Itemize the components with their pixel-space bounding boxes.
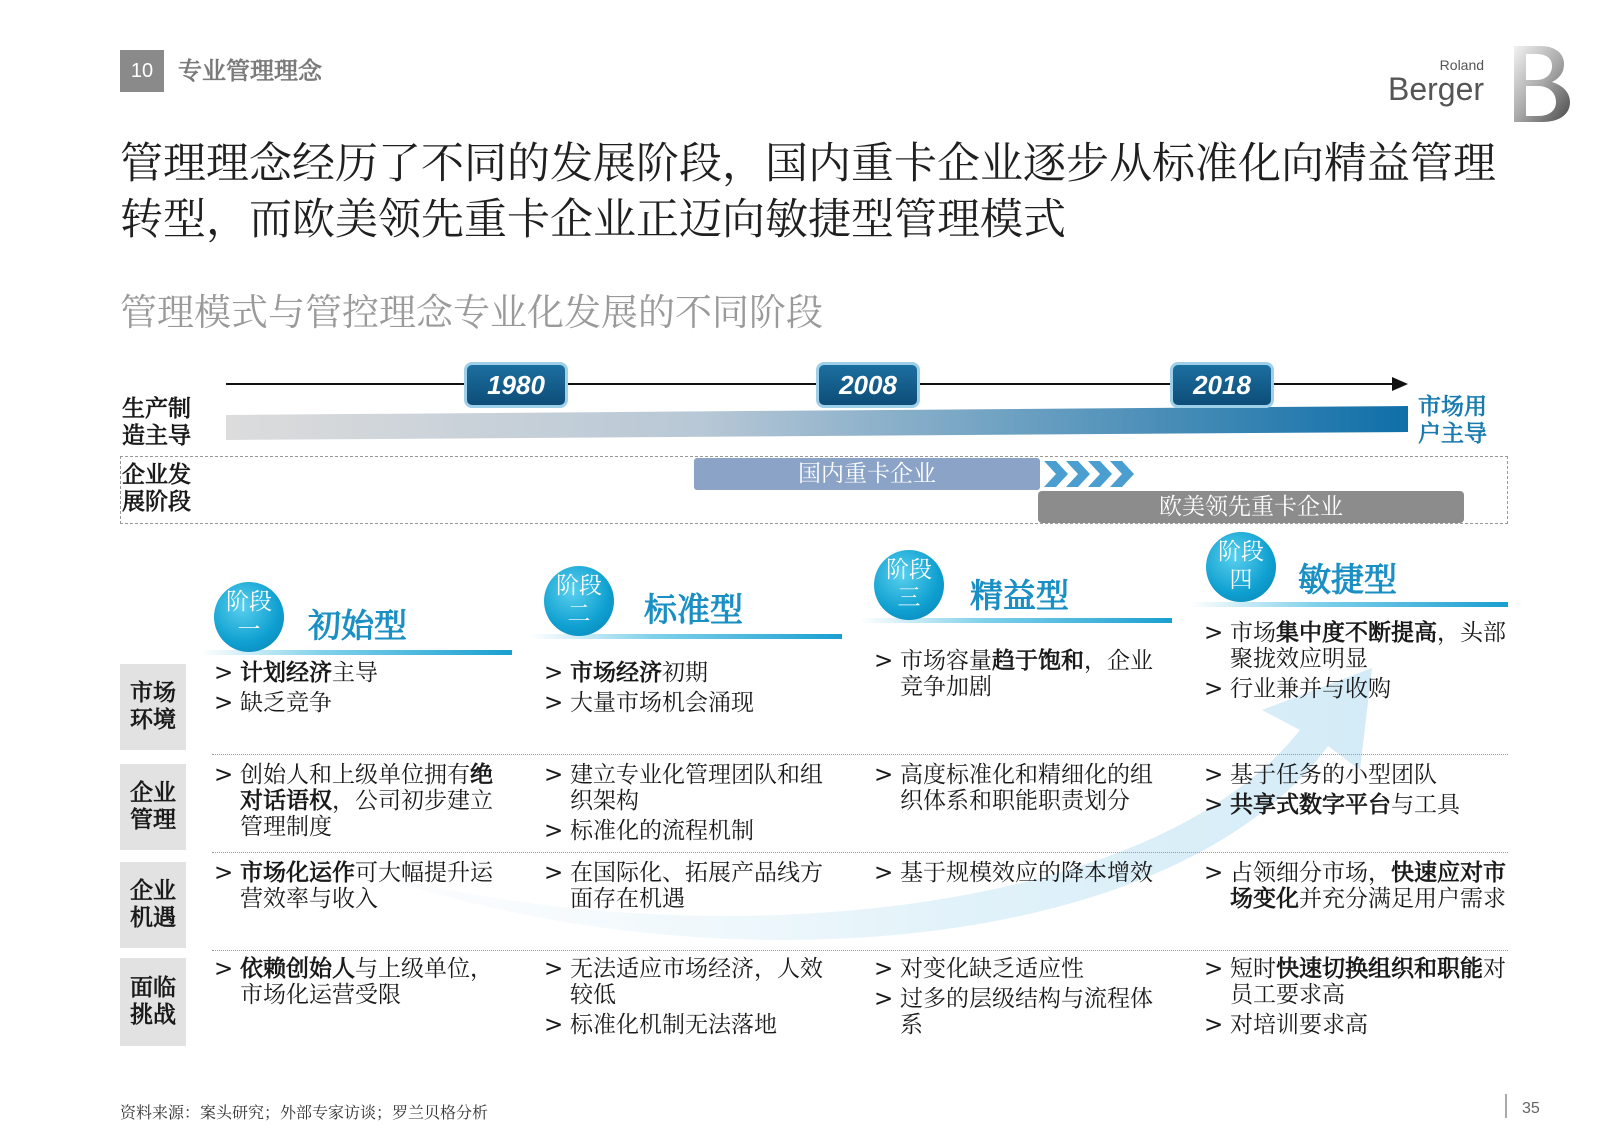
bullet-chevron-icon: >: [544, 818, 564, 844]
bullet-chevron-icon: >: [544, 860, 564, 886]
bullet-item: [1202, 792, 1508, 818]
text: 基于规模效应的降本增效: [900, 860, 1153, 886]
matrix-cell: [212, 762, 512, 844]
stage-name: 敏捷型: [1298, 560, 1397, 599]
bullet-item: [872, 762, 1172, 814]
transition-wedge: [226, 406, 1408, 440]
bullet-item: [212, 660, 512, 686]
text: ，企业竞争加剧: [900, 648, 1153, 700]
matrix-cell: [1202, 762, 1508, 822]
text: 可大幅提升运营效率与收入: [240, 860, 493, 912]
stage-name: 精益型: [970, 576, 1069, 615]
matrix-cell: [1202, 956, 1508, 1042]
bold-text: 集中度不断提高: [1276, 620, 1437, 646]
matrix-cell: [872, 956, 1172, 1042]
row-label-text: 企业机遇: [130, 878, 176, 931]
bold-text: 依赖创始人: [240, 956, 355, 982]
chart-subtitle: 管理模式与管控理念专业化发展的不同阶段: [120, 291, 823, 334]
matrix-cell: [1202, 620, 1508, 706]
bullet-item: [542, 1012, 842, 1038]
bullet-item: [212, 690, 512, 716]
bullet-chevron-icon: >: [874, 956, 894, 982]
bullet-chevron-icon: >: [1204, 676, 1224, 702]
bold-text: 快速应对市场变化: [1230, 860, 1506, 912]
bullet-chevron-icon: >: [1204, 762, 1224, 788]
matrix-cell: [542, 956, 842, 1042]
bullet-chevron-icon: >: [1204, 860, 1224, 886]
bullet-chevron-icon: >: [544, 660, 564, 686]
development-stage-label: 企业发展阶段: [122, 462, 191, 515]
stage-badge-top: 阶段: [226, 589, 272, 615]
market-led-label: 市场用户主导: [1418, 394, 1487, 447]
row-label-text: 市场环境: [130, 680, 176, 733]
text: 占领细分市场，: [1230, 860, 1391, 886]
section-title: 专业管理理念: [178, 57, 322, 85]
bullet-item: [1202, 676, 1508, 702]
text: 过多的层级结构与流程体系: [900, 986, 1153, 1038]
text: 大量市场机会涌现: [570, 690, 754, 716]
text: 在国际化、拓展产品线方面存在机遇: [570, 860, 823, 912]
stage-badge-top: 阶段: [556, 573, 602, 599]
bullet-chevron-icon: >: [1204, 956, 1224, 982]
bullet-item: [1202, 1012, 1508, 1038]
stage-badge: [874, 550, 944, 620]
bullet-chevron-icon: >: [1204, 792, 1224, 818]
row-label-text: 面临挑战: [130, 975, 176, 1028]
year-badge-1980: 1980: [464, 362, 568, 408]
matrix-cell: [872, 860, 1172, 890]
text: 短时: [1230, 956, 1276, 982]
stage-name: 初始型: [308, 606, 407, 645]
stage-badge-number: 一: [237, 617, 261, 643]
bullet-item: [212, 860, 512, 912]
bullet-item: [1202, 762, 1508, 788]
stage-badge-top: 阶段: [886, 557, 932, 583]
bullet-chevron-icon: >: [874, 986, 894, 1012]
bullet-item: [542, 956, 842, 1008]
bullet-chevron-icon: >: [1204, 620, 1224, 646]
row-label: [120, 664, 186, 750]
stage-badge-top: 阶段: [1218, 539, 1264, 565]
text: 与工具: [1391, 792, 1460, 818]
section-number: 10: [120, 50, 164, 92]
matrix-cell: [872, 762, 1172, 818]
bullet-item: [1202, 620, 1508, 672]
row-label-text: 企业管理: [130, 780, 176, 833]
page-number: 35: [1522, 1100, 1540, 1117]
matrix-cell: [542, 660, 842, 720]
text: 并充分满足用户需求: [1299, 886, 1506, 912]
matrix-cell: [212, 660, 512, 720]
logo-small-text: Roland: [1439, 57, 1485, 73]
bullet-item: [872, 648, 1172, 700]
matrix-cell: [872, 648, 1172, 704]
bullet-item: [212, 956, 512, 1008]
bullet-chevron-icon: >: [874, 860, 894, 886]
page-separator: [1505, 1094, 1507, 1118]
row-divider: [212, 950, 1508, 951]
headline: 管理理念经历了不同的发展阶段，国内重卡企业逐步从标准化向精益管理转型，而欧美领先重卡企业正迈向敏捷型管理模式: [120, 139, 1496, 245]
row-label: [120, 764, 186, 850]
bold-text: 绝对话语权: [240, 762, 493, 814]
bullet-item: [542, 690, 842, 716]
row-divider: [212, 754, 1508, 755]
bold-text: 计划经济: [240, 660, 332, 686]
bullet-chevron-icon: >: [214, 762, 234, 788]
text: 行业兼并与收购: [1230, 676, 1391, 702]
year-badge-2018: 2018: [1170, 362, 1274, 408]
text: 基于任务的小型团队: [1230, 762, 1437, 788]
bullet-item: [872, 986, 1172, 1038]
bullet-chevron-icon: >: [214, 956, 234, 982]
stage-badge-number: 二: [567, 601, 591, 627]
stage-badge-number: 三: [897, 585, 921, 611]
bullet-chevron-icon: >: [214, 860, 234, 886]
text: 缺乏竞争: [240, 690, 332, 716]
bold-text: 快速切换组织和职能: [1276, 956, 1483, 982]
bullet-item: [542, 860, 842, 912]
text: ，头部聚拢效应明显: [1230, 620, 1506, 672]
row-divider: [212, 852, 1508, 853]
bullet-chevron-icon: >: [544, 762, 564, 788]
text: 市场: [1230, 620, 1276, 646]
stage-badge: [214, 582, 284, 652]
bullet-chevron-icon: >: [874, 762, 894, 788]
logo-big-text: Berger: [1388, 71, 1485, 107]
matrix-cell: [542, 860, 842, 916]
year-badge-2008: 2008: [816, 362, 920, 408]
bullet-item: [542, 818, 842, 844]
text: 创始人和上级单位拥有: [240, 762, 470, 788]
text: 对培训要求高: [1230, 1012, 1368, 1038]
stage-badge: [1206, 532, 1276, 602]
bullet-item: [872, 956, 1172, 982]
timeline-arrowhead: [1392, 377, 1408, 391]
bullet-item: [1202, 956, 1508, 1008]
bold-text: 市场化运作: [240, 860, 355, 886]
text: 无法适应市场经济，人效较低: [570, 956, 823, 1008]
text: 高度标准化和精细化的组织体系和职能职责划分: [900, 762, 1153, 814]
bullet-item: [1202, 860, 1508, 912]
row-label: [120, 862, 186, 948]
bold-text: 共享式数字平台: [1230, 792, 1391, 818]
text: 标准化机制无法落地: [570, 1012, 777, 1038]
bold-text: 趋于饱和: [992, 648, 1084, 674]
matrix-cell: [1202, 860, 1508, 916]
bold-text: 市场经济: [570, 660, 662, 686]
bullet-chevron-icon: >: [544, 956, 564, 982]
bullet-chevron-icon: >: [874, 648, 894, 674]
text: 建立专业化管理团队和组织架构: [570, 762, 823, 814]
domestic-truck-bar: 国内重卡企业: [694, 458, 1040, 490]
bullet-chevron-icon: >: [1204, 1012, 1224, 1038]
bullet-item: [872, 860, 1172, 886]
text: 市场容量: [900, 648, 992, 674]
text: 初期: [662, 660, 708, 686]
row-label: [120, 958, 186, 1046]
bullet-item: [542, 660, 842, 686]
bullet-item: [212, 762, 512, 840]
stage-badge: [544, 566, 614, 636]
stage-badge-number: 四: [1229, 567, 1253, 593]
bullet-chevron-icon: >: [544, 690, 564, 716]
bullet-chevron-icon: >: [544, 1012, 564, 1038]
stage-name: 标准型: [644, 590, 743, 629]
bullet-chevron-icon: >: [214, 660, 234, 686]
text: 与上级单位，市场化运营受限: [240, 956, 493, 1008]
source-note: 资料来源：案头研究；外部专家访谈；罗兰贝格分析: [120, 1103, 489, 1122]
matrix-cell: [212, 956, 512, 1012]
text: 标准化的流程机制: [570, 818, 754, 844]
stage-underline: [1190, 602, 1508, 607]
text: 对变化缺乏适应性: [900, 956, 1084, 982]
text: ，公司初步建立管理制度: [240, 788, 493, 840]
matrix-cell: [542, 762, 842, 848]
bullet-item: [542, 762, 842, 814]
text: 对员工要求高: [1230, 956, 1506, 1008]
production-led-label: 生产制造主导: [122, 396, 191, 449]
bullet-chevron-icon: >: [214, 690, 234, 716]
matrix-cell: [212, 860, 512, 916]
text: 主导: [332, 660, 378, 686]
western-truck-bar: 欧美领先重卡企业: [1038, 491, 1464, 523]
